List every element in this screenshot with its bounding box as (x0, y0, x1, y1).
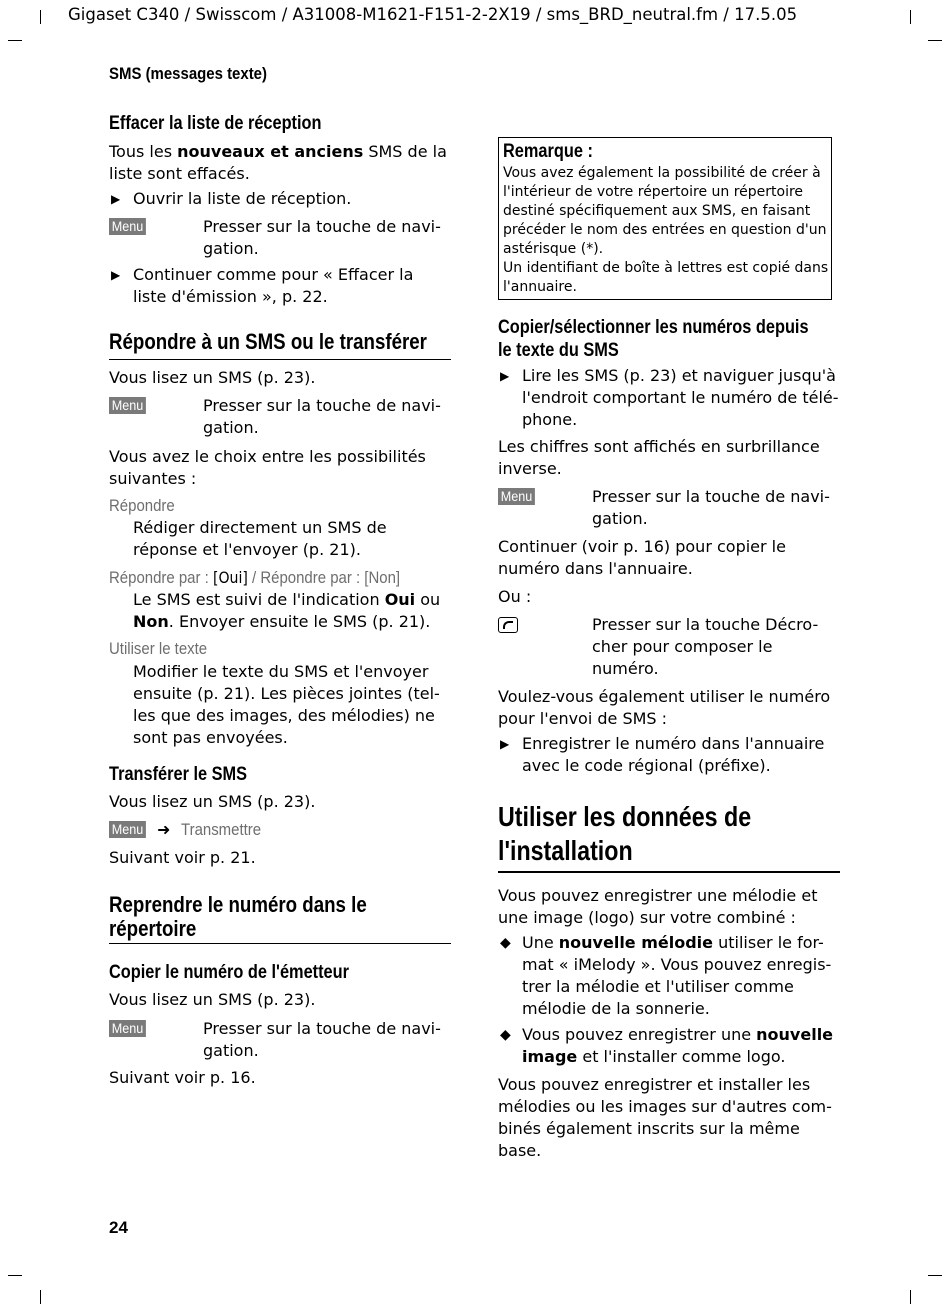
page-number: 24 (109, 1218, 128, 1237)
crop-mark (928, 40, 942, 41)
running-header: Gigaset C340 / Swisscom / A31008-M1621-F151-2-2X19 / sms_BRD_neutral.fm / 17.5.05 (68, 5, 798, 24)
paragraph: Les chiffres sont affichés en surbrillance inverse. (498, 437, 820, 478)
paragraph: Vous pouvez enregistrer une mélodie et une image (logo) sur votre combiné : (498, 886, 818, 927)
paragraph: Continuer (voir p. 16) pour copier le numéro dans l'annuaire. (498, 537, 786, 578)
crop-mark (40, 1290, 41, 1304)
remark-text: Vous avez également la possibilité de créer à l'intérieur de votre répertoire un répertoire destiné spécifiquement aux SMS, en faisant précéder le nom des entrées en question d'un astérisque (*). (503, 165, 827, 257)
list-item: ▶ Lire les SMS (p. 23) et naviguer jusqu'à l'endroit comportant le numéro de télé-phone. (500, 366, 839, 429)
crop-mark (910, 10, 911, 24)
menu-key-icon: Menu (109, 821, 146, 838)
heading-utiliser-donnees: Utiliser les données de l'installation (498, 800, 840, 873)
option-label: Répondre (109, 496, 175, 515)
crop-mark (8, 40, 22, 41)
option-description: Modifier le texte du SMS et l'envoyer ensuite (p. 21). Les pièces jointes (tel-les que des images, des mélodies) ne sont pas envoyées. (133, 662, 440, 747)
diamond-bullet-icon: ◆ (500, 1027, 511, 1043)
phone-instruction: Presser sur la touche Décro-cher pour composer le numéro. (498, 614, 840, 680)
menu-instruction: Menu Presser sur la touche de navi-gation. (498, 486, 840, 530)
paragraph: Vous lisez un SMS (p. 23). (109, 368, 316, 387)
list-item: ◆ Une nouvelle mélodie utiliser le for-mat « iMelody ». Vous pouvez enregis-trer la mélodie et l'utiliser comme mélodie de la sonnerie. (500, 933, 832, 1018)
diamond-bullet-icon: ◆ (500, 935, 511, 951)
option-description: Le SMS est suivi de l'indication Oui ou Non. Envoyer ensuite le SMS (p. 21). (133, 590, 441, 631)
crop-mark (8, 1275, 22, 1276)
menu-instruction: Menu Presser sur la touche de navi-gation. (109, 1018, 451, 1062)
triangle-bullet-icon: ▶ (111, 268, 121, 282)
heading-copier-selectionner: Copier/sélectionner les numéros depuis le texte du SMS (498, 317, 809, 361)
menu-key-icon: Menu (109, 218, 146, 235)
triangle-bullet-icon: ▶ (500, 369, 510, 383)
triangle-bullet-icon: ▶ (500, 737, 510, 751)
paragraph: Vous lisez un SMS (p. 23). (109, 792, 316, 811)
option-description: Rédiger directement un SMS de réponse et l'envoyer (p. 21). (133, 518, 387, 559)
remark-box (498, 137, 832, 300)
menu-key-icon: Menu (109, 1020, 146, 1037)
option-label: Utiliser le texte (109, 639, 208, 658)
paragraph: Tous les nouveaux et anciens SMS de la liste sont effacés. (109, 142, 447, 183)
crop-mark (928, 1275, 942, 1276)
remark-title: Remarque : (503, 141, 593, 162)
menu-key-icon: Menu (498, 488, 535, 505)
paragraph: Suivant voir p. 16. (109, 1068, 256, 1087)
remark-text: Un identifiant de boîte à lettres est copié dans l'annuaire. (503, 260, 829, 295)
crop-mark (40, 10, 41, 24)
paragraph: Voulez-vous également utiliser le numéro pour l'envoi de SMS : (498, 687, 831, 728)
section-tag: SMS (messages texte) (109, 64, 267, 83)
crop-mark (910, 1290, 911, 1304)
arrow-right-icon: ➜ (157, 820, 171, 839)
triangle-bullet-icon: ▶ (111, 192, 121, 206)
list-item: ▶ Ouvrir la liste de réception. (111, 189, 352, 208)
paragraph: Suivant voir p. 21. (109, 848, 256, 867)
option-label: Répondre par : [Oui] / Répondre par : [Non] (109, 568, 401, 587)
menu-key-icon: Menu (109, 397, 146, 414)
menu-option: Transmettre (181, 820, 262, 839)
heading-repondre: Répondre à un SMS ou le transférer (109, 330, 451, 360)
menu-instruction: Menu Presser sur la touche de navi-gation. (109, 395, 451, 439)
talk-key-icon (498, 617, 518, 633)
paragraph: Ou : (498, 587, 532, 606)
heading-transferer: Transférer le SMS (109, 764, 248, 785)
paragraph: Vous lisez un SMS (p. 23). (109, 990, 316, 1009)
menu-instruction: Menu Presser sur la touche de navi-gation. (109, 216, 451, 260)
heading-reprendre: Reprendre le numéro dans le répertoire (109, 893, 451, 944)
heading-effacer: Effacer la liste de réception (109, 113, 322, 134)
paragraph: Vous avez le choix entre les possibilités suivantes : (109, 447, 426, 488)
heading-copier-emetteur: Copier le numéro de l'émetteur (109, 962, 349, 983)
paragraph: Vous pouvez enregistrer et installer les mélodies ou les images sur d'autres com-binés également inscrits sur la même base. (498, 1075, 832, 1160)
list-item: ▶ Enregistrer le numéro dans l'annuaire avec le code régional (préfixe). (500, 734, 825, 775)
list-item: ◆ Vous pouvez enregistrer une nouvelle image et l'installer comme logo. (500, 1025, 834, 1066)
list-item: ▶ Continuer comme pour « Effacer la liste d'émission », p. 22. (111, 265, 414, 306)
